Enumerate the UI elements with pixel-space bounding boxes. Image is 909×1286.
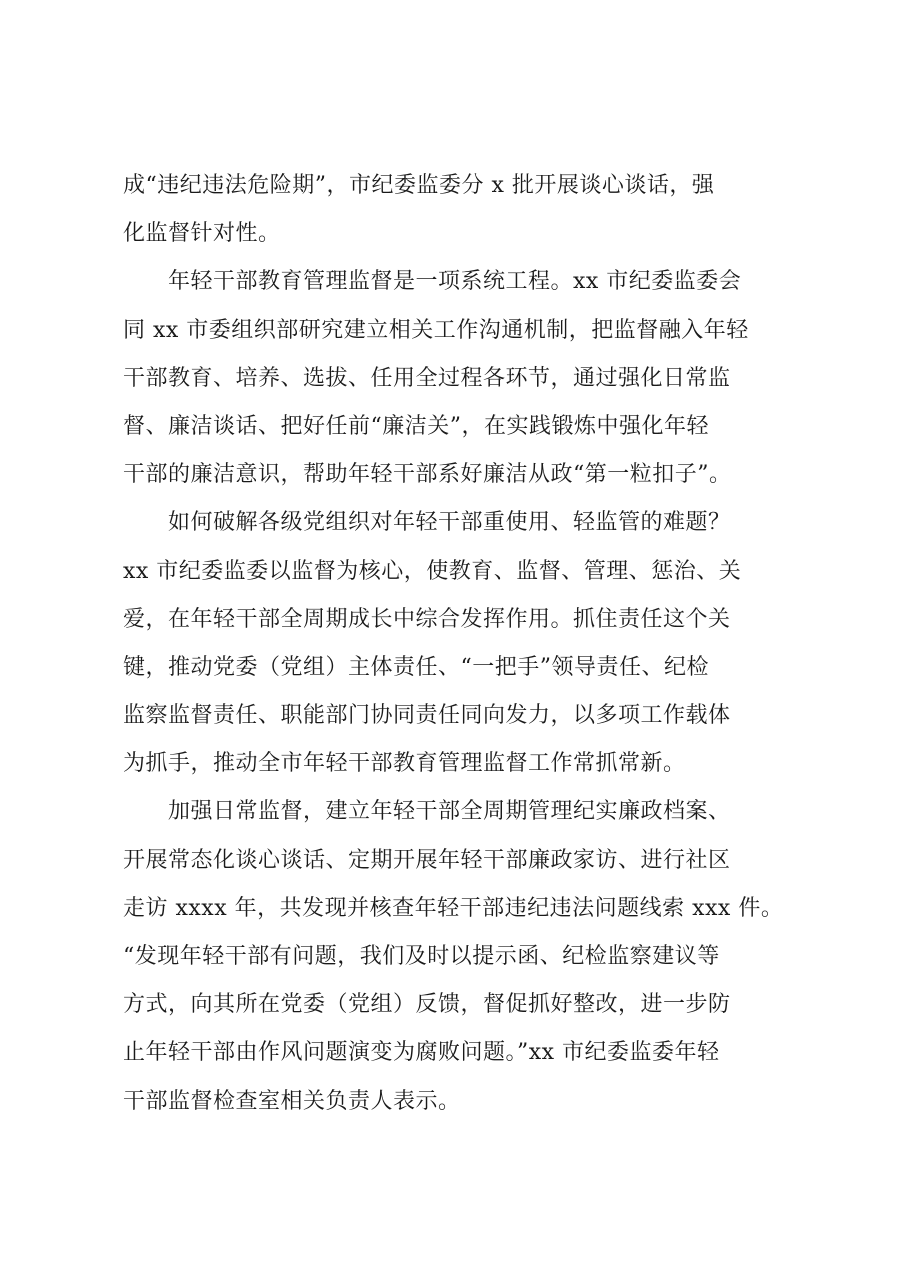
text-line: 键，推动党委（党组）主体责任、“一把手”领导责任、纪检 [123,654,709,680]
text-line: 干部监督检查室相关负责人表示。 [123,1088,461,1114]
text-line: 监察监督责任、职能部门协同责任同向发力，以多项工作载体 [123,703,731,729]
paragraph-start-line: 年轻干部教育管理监督是一项系统工程。xx 市纪委监委会 [168,269,742,295]
text-line: xx 市纪委监委以监督为核心，使教育、监督、管理、惩治、关 [123,558,742,584]
paragraph-start-line: 如何破解各级党组织对年轻干部重使用、轻监管的难题？ [168,510,731,536]
text-line: 成“违纪违法危险期”，市纪委监委分 x 批开展谈心谈话，强 [123,173,715,198]
text-line: “发现年轻干部有问题，我们及时以提示函、纪检监察建议等 [123,944,720,969]
text-line: 化监督针对性。 [123,221,281,247]
text-line: 走访 xxxx 年，共发现并核查年轻干部违纪违法问题线索 xxx 件。 [123,895,784,921]
text-line: 为抓手，推动全市年轻干部教育管理监督工作常抓常新。 [123,751,686,777]
text-line: 方式，向其所在党委（党组）反馈，督促抓好整改，进一步防 [123,992,731,1018]
text-line: 爱，在年轻干部全周期成长中综合发挥作用。抓住责任这个关 [123,606,731,632]
text-line: 止年轻干部由作风问题演变为腐败问题。”xx 市纪委监委年轻 [123,1040,720,1066]
body-text [123,162,803,1126]
paragraph-start-line: 加强日常监督，建立年轻干部全周期管理纪实廉政档案、 [168,799,731,825]
text-line: 干部的廉洁意识，帮助年轻干部系好廉洁从政“第一粒扣子”。 [123,462,732,488]
text-line: 督、廉洁谈话、把好任前“廉洁关”，在实践锻炼中强化年轻 [123,413,709,439]
text-line: 同 xx 市委组织部研究建立相关工作沟通机制，把监督融入年轻 [123,317,749,343]
text-line: 干部教育、培养、选拔、任用全过程各环节，通过强化日常监 [123,365,731,391]
text-line: 开展常态化谈心谈话、定期开展年轻干部廉政家访、进行社区 [123,847,731,873]
